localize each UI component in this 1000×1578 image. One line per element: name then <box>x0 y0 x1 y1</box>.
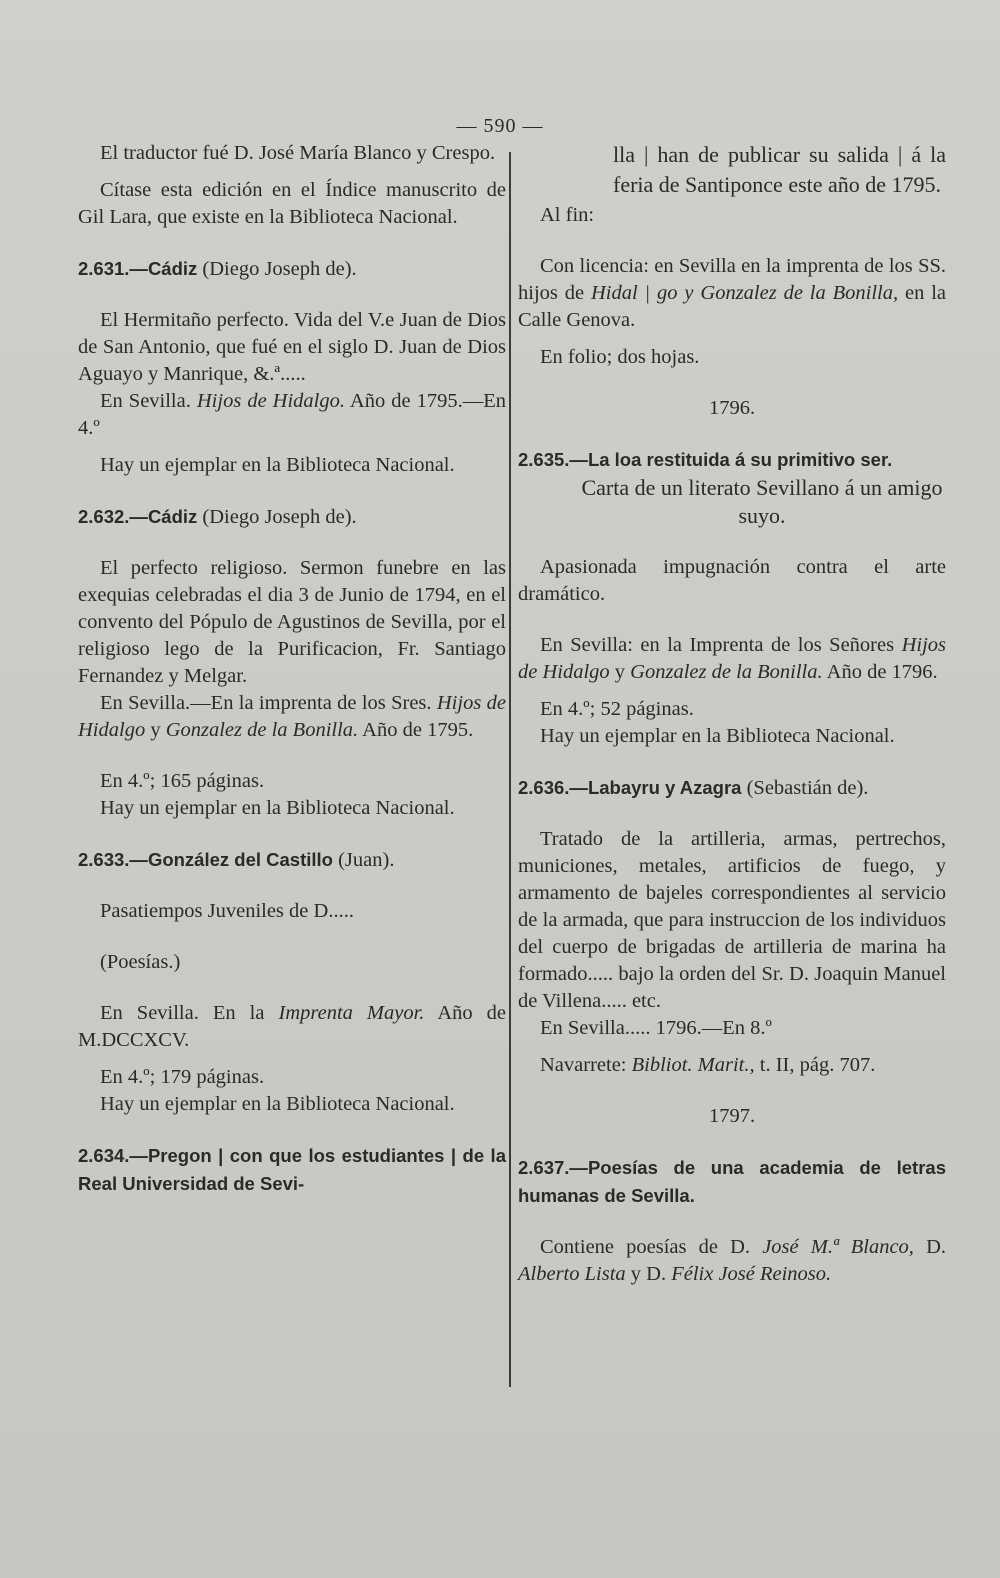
entry-2633-genre: (Poesías.) <box>100 951 181 973</box>
entry-2632-format: En 4.º; 165 páginas. <box>100 770 265 792</box>
entry-2633-holding: Hay un ejemplar en la Biblioteca Nacional. <box>100 1093 455 1115</box>
imprint-conj: y <box>145 719 166 741</box>
imprint-text: En Sevilla. En la <box>100 1002 279 1024</box>
entry-2635-imprint <box>518 632 946 686</box>
colophon-label: Al fin: <box>540 204 595 226</box>
entry-author: González del Castillo <box>147 849 333 870</box>
entry-2635-note: Apasionada impugnación contra el arte dramático. <box>518 556 946 605</box>
entry-number: 2.634.— <box>78 1145 148 1166</box>
imprint-year: Año de 1796. <box>822 661 938 683</box>
entry-author: Cádiz <box>147 258 198 279</box>
entry-number: 2.631.— <box>78 258 148 279</box>
imprint-text: Con licencia: en Sevilla en la imprenta de los SS. hijos de <box>518 255 946 304</box>
imprint-printer-2: Gonzalez de la Bonilla. <box>630 661 823 683</box>
entry-number: 2.636.— <box>518 777 588 798</box>
contents-text-3: y D. <box>625 1263 672 1285</box>
entry-title: Pregon | con que los estudiantes | de la Real Universidad de Sevi- <box>78 1145 506 1194</box>
entry-2633-heading <box>78 846 506 874</box>
imprint-printer: Hijos de Hidalgo <box>78 692 506 741</box>
entry-2634-title-continued: lla | han de publicar su salida | á la feria de Santiponce este año de 1795. <box>613 142 946 197</box>
imprint-printer: Hidal | go y Gonzalez de la Bonilla, <box>590 282 899 304</box>
entry-title: Poesías de una academia de letras humanas de Sevilla. <box>518 1157 946 1206</box>
imprint-year: Año de 1795. <box>358 719 474 741</box>
translator-note: El traductor fué D. José María Blanco y Crespo. <box>100 142 496 164</box>
entry-2633-imprint <box>78 1000 506 1054</box>
entry-2635-subtitle: Carta de un literato Sevillano á un amigo suyo. <box>581 475 943 528</box>
contents-author-1: José M.ª Blanco, <box>762 1236 914 1258</box>
entry-2632-holding: Hay un ejemplar en la Biblioteca Nacional. <box>100 797 455 819</box>
imprint-printer: Hijos de Hidalgo <box>518 634 946 683</box>
contents-author-3: Félix José Reinoso. <box>671 1263 832 1285</box>
contents-text-2: D. <box>913 1236 947 1258</box>
column-divider <box>509 152 511 1387</box>
entry-2637-contents <box>518 1234 946 1288</box>
entry-2636-imprint: En Sevilla..... 1796.—En 8.º <box>540 1017 772 1039</box>
entry-2632-imprint <box>78 690 506 744</box>
reference-author: Navarrete: <box>540 1054 632 1076</box>
entry-author-rest: (Sebastián de). <box>741 777 869 799</box>
entry-2635-format: En 4.º; 52 páginas. <box>540 698 694 720</box>
entry-author: Labayru y Azagra <box>587 777 742 798</box>
entry-2636-reference <box>518 1052 946 1079</box>
left-column <box>78 140 506 1198</box>
entry-author: Cádiz <box>147 506 198 527</box>
entry-2631-heading <box>78 255 506 283</box>
year-heading-1796: 1796. <box>708 397 756 419</box>
entry-2631-title: El Hermitaño perfecto. Vida del V.e Juan de Dios de San Antonio, que fué en el siglo D. Juan de Dios Aguayo y Manrique, &.ª..... <box>78 309 506 385</box>
imprint-street: en la Calle Genova. <box>518 282 946 331</box>
entry-author-rest: (Diego Joseph de). <box>197 258 357 280</box>
imprint-printer: Imprenta Mayor. <box>278 1002 425 1024</box>
imprint-printer: Hijos de Hidalgo. <box>196 390 346 412</box>
entry-number: 2.632.— <box>78 506 148 527</box>
imprint-year: Año de 1795.—En 4.º <box>78 390 506 439</box>
entry-title: La loa restituida á su primitivo ser. <box>587 449 893 470</box>
entry-2634-heading <box>78 1142 506 1198</box>
entry-number: 2.637.— <box>518 1157 588 1178</box>
entry-2636-title: Tratado de la artilleria, armas, pertrechos, municiones, metales, artificios de fuego, y armamento de bajeles correspondientes al servicio de la armada, que para instruccion de los individuos del cuerpo de brigadas de artilleria de marina ha formado..... bajo la orden del Sr. D. Joaquin Manuel de Villena..... etc. <box>518 828 946 1012</box>
entry-2633-title: Pasatiempos Juveniles de D..... <box>100 900 354 922</box>
imprint-text: En Sevilla: en la Imprenta de los Señores <box>540 634 902 656</box>
entry-number: 2.633.— <box>78 849 148 870</box>
contents-text: Contiene poesías de D. <box>540 1236 763 1258</box>
entry-2632-title: El perfecto religioso. Sermon funebre en las exequias celebradas el dia 3 de Junio de 1794, en el convento del Pópulo de Agustinos de Sevilla, por el religioso lego de la Purificacion, Fr. Santiago Fernandez y Melgar. <box>78 557 506 687</box>
entry-2634-imprint <box>518 253 946 334</box>
reference-page: t. II, pág. 707. <box>754 1054 876 1076</box>
entry-2636-heading <box>518 774 946 802</box>
entry-2637-heading <box>518 1154 946 1210</box>
year-heading-1797: 1797. <box>708 1105 756 1127</box>
entry-2633-format: En 4.º; 179 páginas. <box>100 1066 265 1088</box>
page-number: — 590 — <box>456 115 544 137</box>
entry-2631-holding: Hay un ejemplar en la Biblioteca Nacional. <box>100 454 455 476</box>
imprint-printer-2: Gonzalez de la Bonilla. <box>165 719 359 741</box>
imprint-text: En Sevilla. <box>100 390 197 412</box>
contents-author-2: Alberto Lista <box>518 1263 626 1285</box>
imprint-text: En Sevilla.—En la imprenta de los Sres. <box>100 692 437 714</box>
entry-2631-imprint <box>78 388 506 442</box>
entry-2635-holding: Hay un ejemplar en la Biblioteca Nacional. <box>540 725 895 747</box>
imprint-conj: y <box>609 661 631 683</box>
entry-2635-heading <box>518 446 946 474</box>
entry-2632-heading <box>78 503 506 531</box>
right-column <box>518 140 946 1288</box>
index-note: Cítase esta edición en el Índice manuscrito de Gil Lara, que existe en la Biblioteca Nacional. <box>78 179 506 228</box>
imprint-year: Año de M.DCCXCV. <box>78 1002 506 1051</box>
reference-work: Bibliot. Marit., <box>631 1054 755 1076</box>
entry-2634-format: En folio; dos hojas. <box>540 346 700 368</box>
entry-number: 2.635.— <box>518 449 588 470</box>
entry-author-rest: (Juan). <box>332 849 395 871</box>
entry-author-rest: (Diego Joseph de). <box>197 506 357 528</box>
